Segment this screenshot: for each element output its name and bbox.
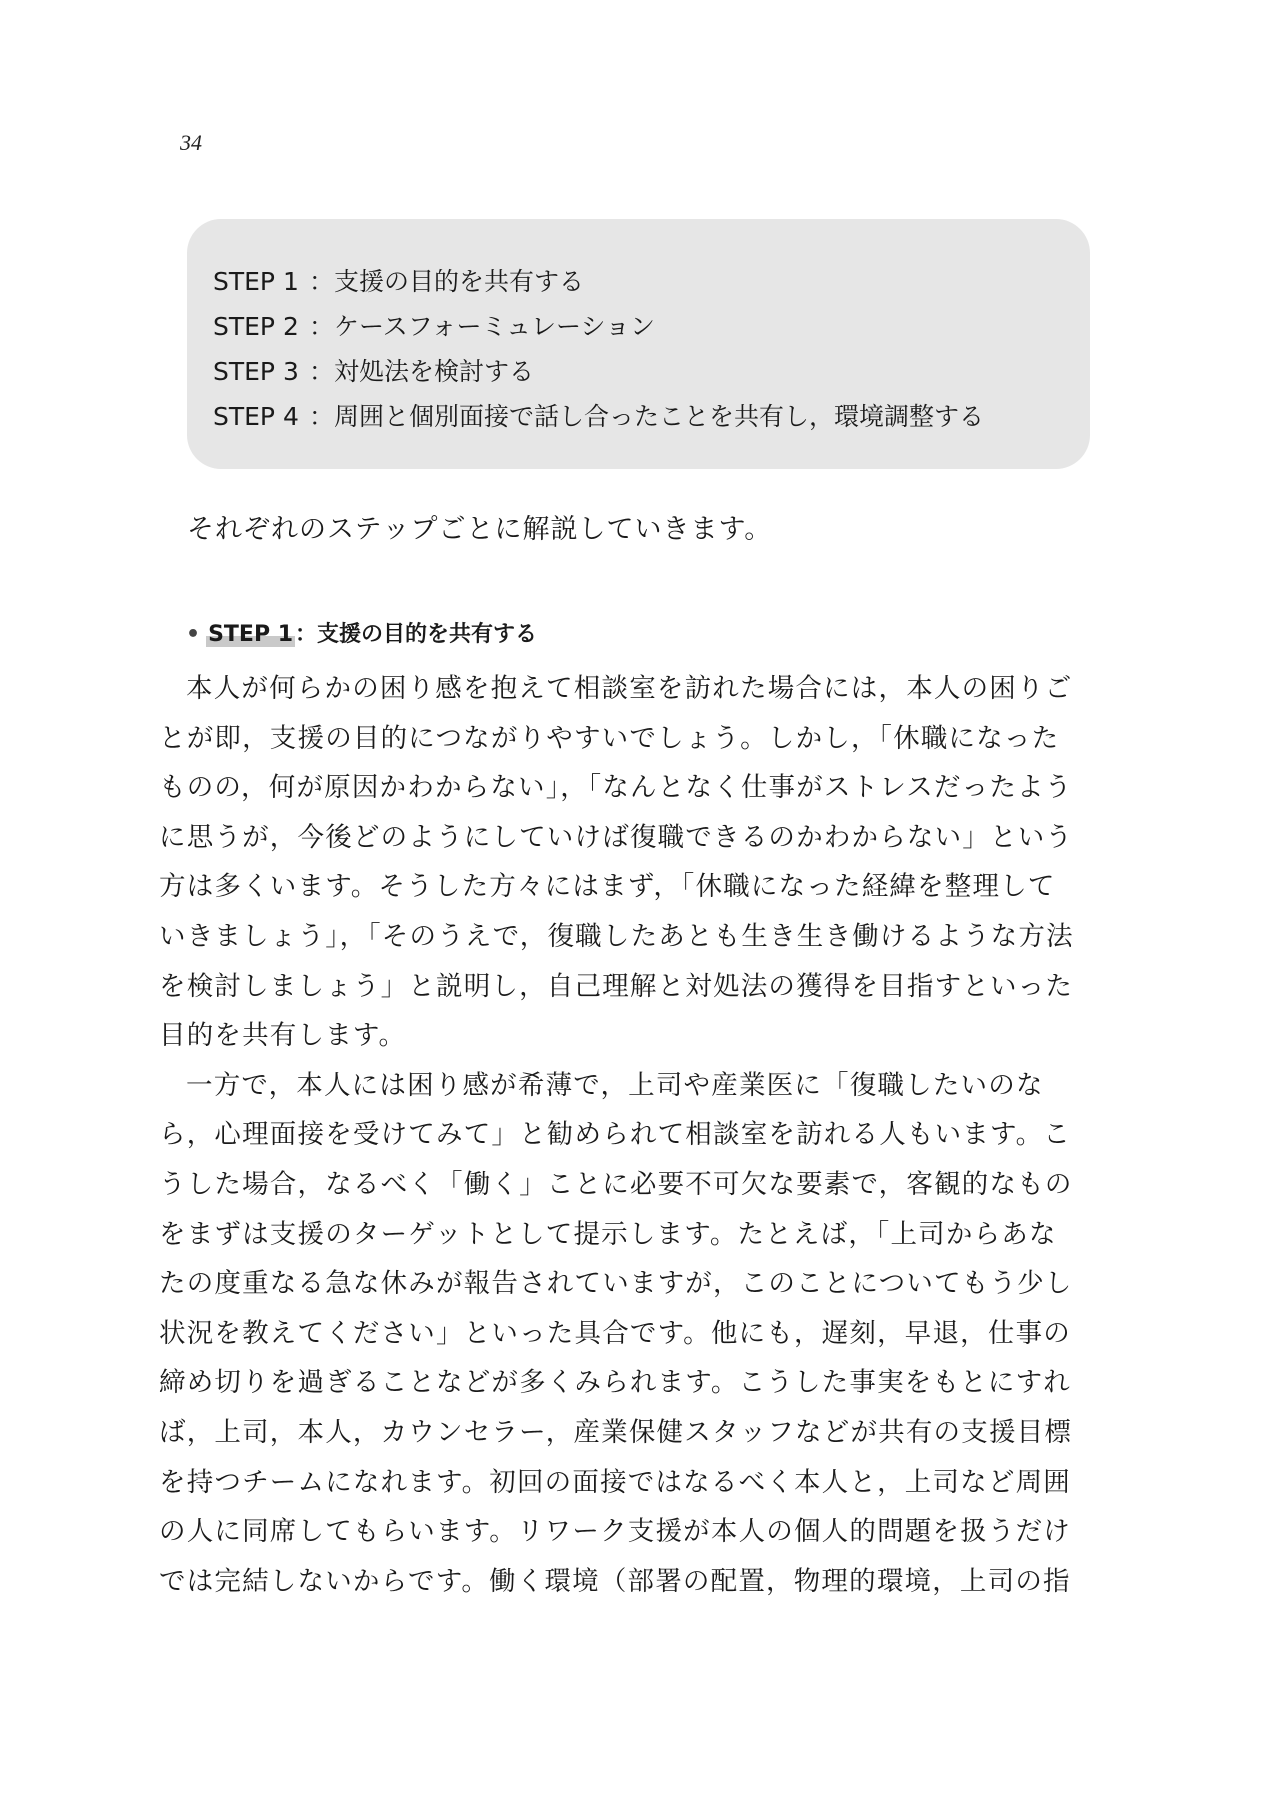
step-3-key: STEP 3	[213, 357, 299, 386]
body-line: 一方で，本人には困り感が希薄で，上司や産業医に「復職したいのな	[186, 1069, 1044, 1101]
body-line: に思うが，今後どのようにしていけば復職できるのかわからない」という	[159, 821, 1074, 853]
step-3-separator: ：	[309, 357, 335, 386]
body-line: 状況を教えてください」といった具合です。他にも，遅刻，早退，仕事の	[159, 1317, 1071, 1349]
body-line: うした場合，なるべく「働く」ことに必要不可欠な要素で，客観的なもの	[159, 1168, 1073, 1200]
section-title: ：支援の目的を共有する	[295, 622, 538, 647]
step-2-line	[213, 304, 1090, 349]
body-line: 本人が何らかの困り感を抱えて相談室を訪れた場合には，本人の困りご	[186, 673, 1073, 704]
step-3-line	[213, 349, 1090, 394]
steps-summary-box	[187, 219, 1090, 469]
body-line: を持つチームになれます。初回の面接ではなるべく本人と，上司など周囲	[159, 1466, 1071, 1498]
body-line: の人に同席してもらいます。リワーク支援が本人の個人的問題を扱うだけ	[159, 1516, 1071, 1548]
body-line: 目的を共有します。	[159, 1020, 407, 1052]
section-heading	[186, 620, 537, 650]
step-4-key: STEP 4	[213, 402, 299, 431]
body-line: 方は多くいます。そうした方々にはまず，「休職になった経緯を整理して	[159, 871, 1056, 903]
intro-paragraph: それぞれのステップごとに解説していきます。	[187, 514, 773, 545]
body-line: ら，心理面接を受けてみて」と勧められて相談室を訪れる人もいます。こ	[159, 1119, 1071, 1151]
step-1-text: 支援の目的を共有する	[334, 267, 585, 296]
step-4-text: 周囲と個別面接で話し合ったことを共有し，環境調整する	[334, 402, 985, 431]
step-4-separator: ：	[309, 402, 335, 431]
bullet-icon: •	[186, 622, 201, 647]
step-4-line	[213, 394, 1090, 439]
section-step-label: STEP 1	[208, 622, 294, 647]
page-number: 34	[180, 130, 202, 155]
body-line: をまずは支援のターゲットとして提示します。たとえば，「上司からあな	[159, 1218, 1057, 1250]
body-line: ば，上司，本人，カウンセラー，産業保健スタッフなどが共有の支援目標	[159, 1416, 1073, 1448]
body-line: では完結しないからです。働く環境（部署の配置，物理的環境，上司の指	[159, 1565, 1071, 1597]
body-line: を検討しましょう」と説明し，自己理解と対処法の獲得を目指すといった	[159, 970, 1074, 1002]
body-line: たの度重なる急な休みが報告されていますが，このことについてもう少し	[159, 1268, 1073, 1300]
step-2-text: ケースフォーミュレーション	[334, 312, 656, 341]
body-line: とが即，支援の目的につながりやすいでしょう。しかし，「休職になった	[159, 722, 1060, 754]
body-text	[159, 664, 1119, 1606]
step-1-separator: ：	[309, 267, 335, 296]
body-line: 締め切りを過ぎることなどが多くみられます。こうした事実をもとにすれ	[159, 1367, 1071, 1399]
step-2-key: STEP 2	[213, 312, 299, 341]
step-3-text: 対処法を検討する	[334, 357, 535, 386]
step-2-separator: ：	[309, 312, 335, 341]
step-1-key: STEP 1	[213, 267, 299, 296]
body-line: ものの，何が原因かわからない」，「なんとなく仕事がストレスだったよう	[159, 772, 1073, 804]
step-1-line	[213, 259, 1090, 304]
body-line: いきましょう」，「そのうえで，復職したあとも生き生き働けるような方法	[159, 920, 1074, 952]
